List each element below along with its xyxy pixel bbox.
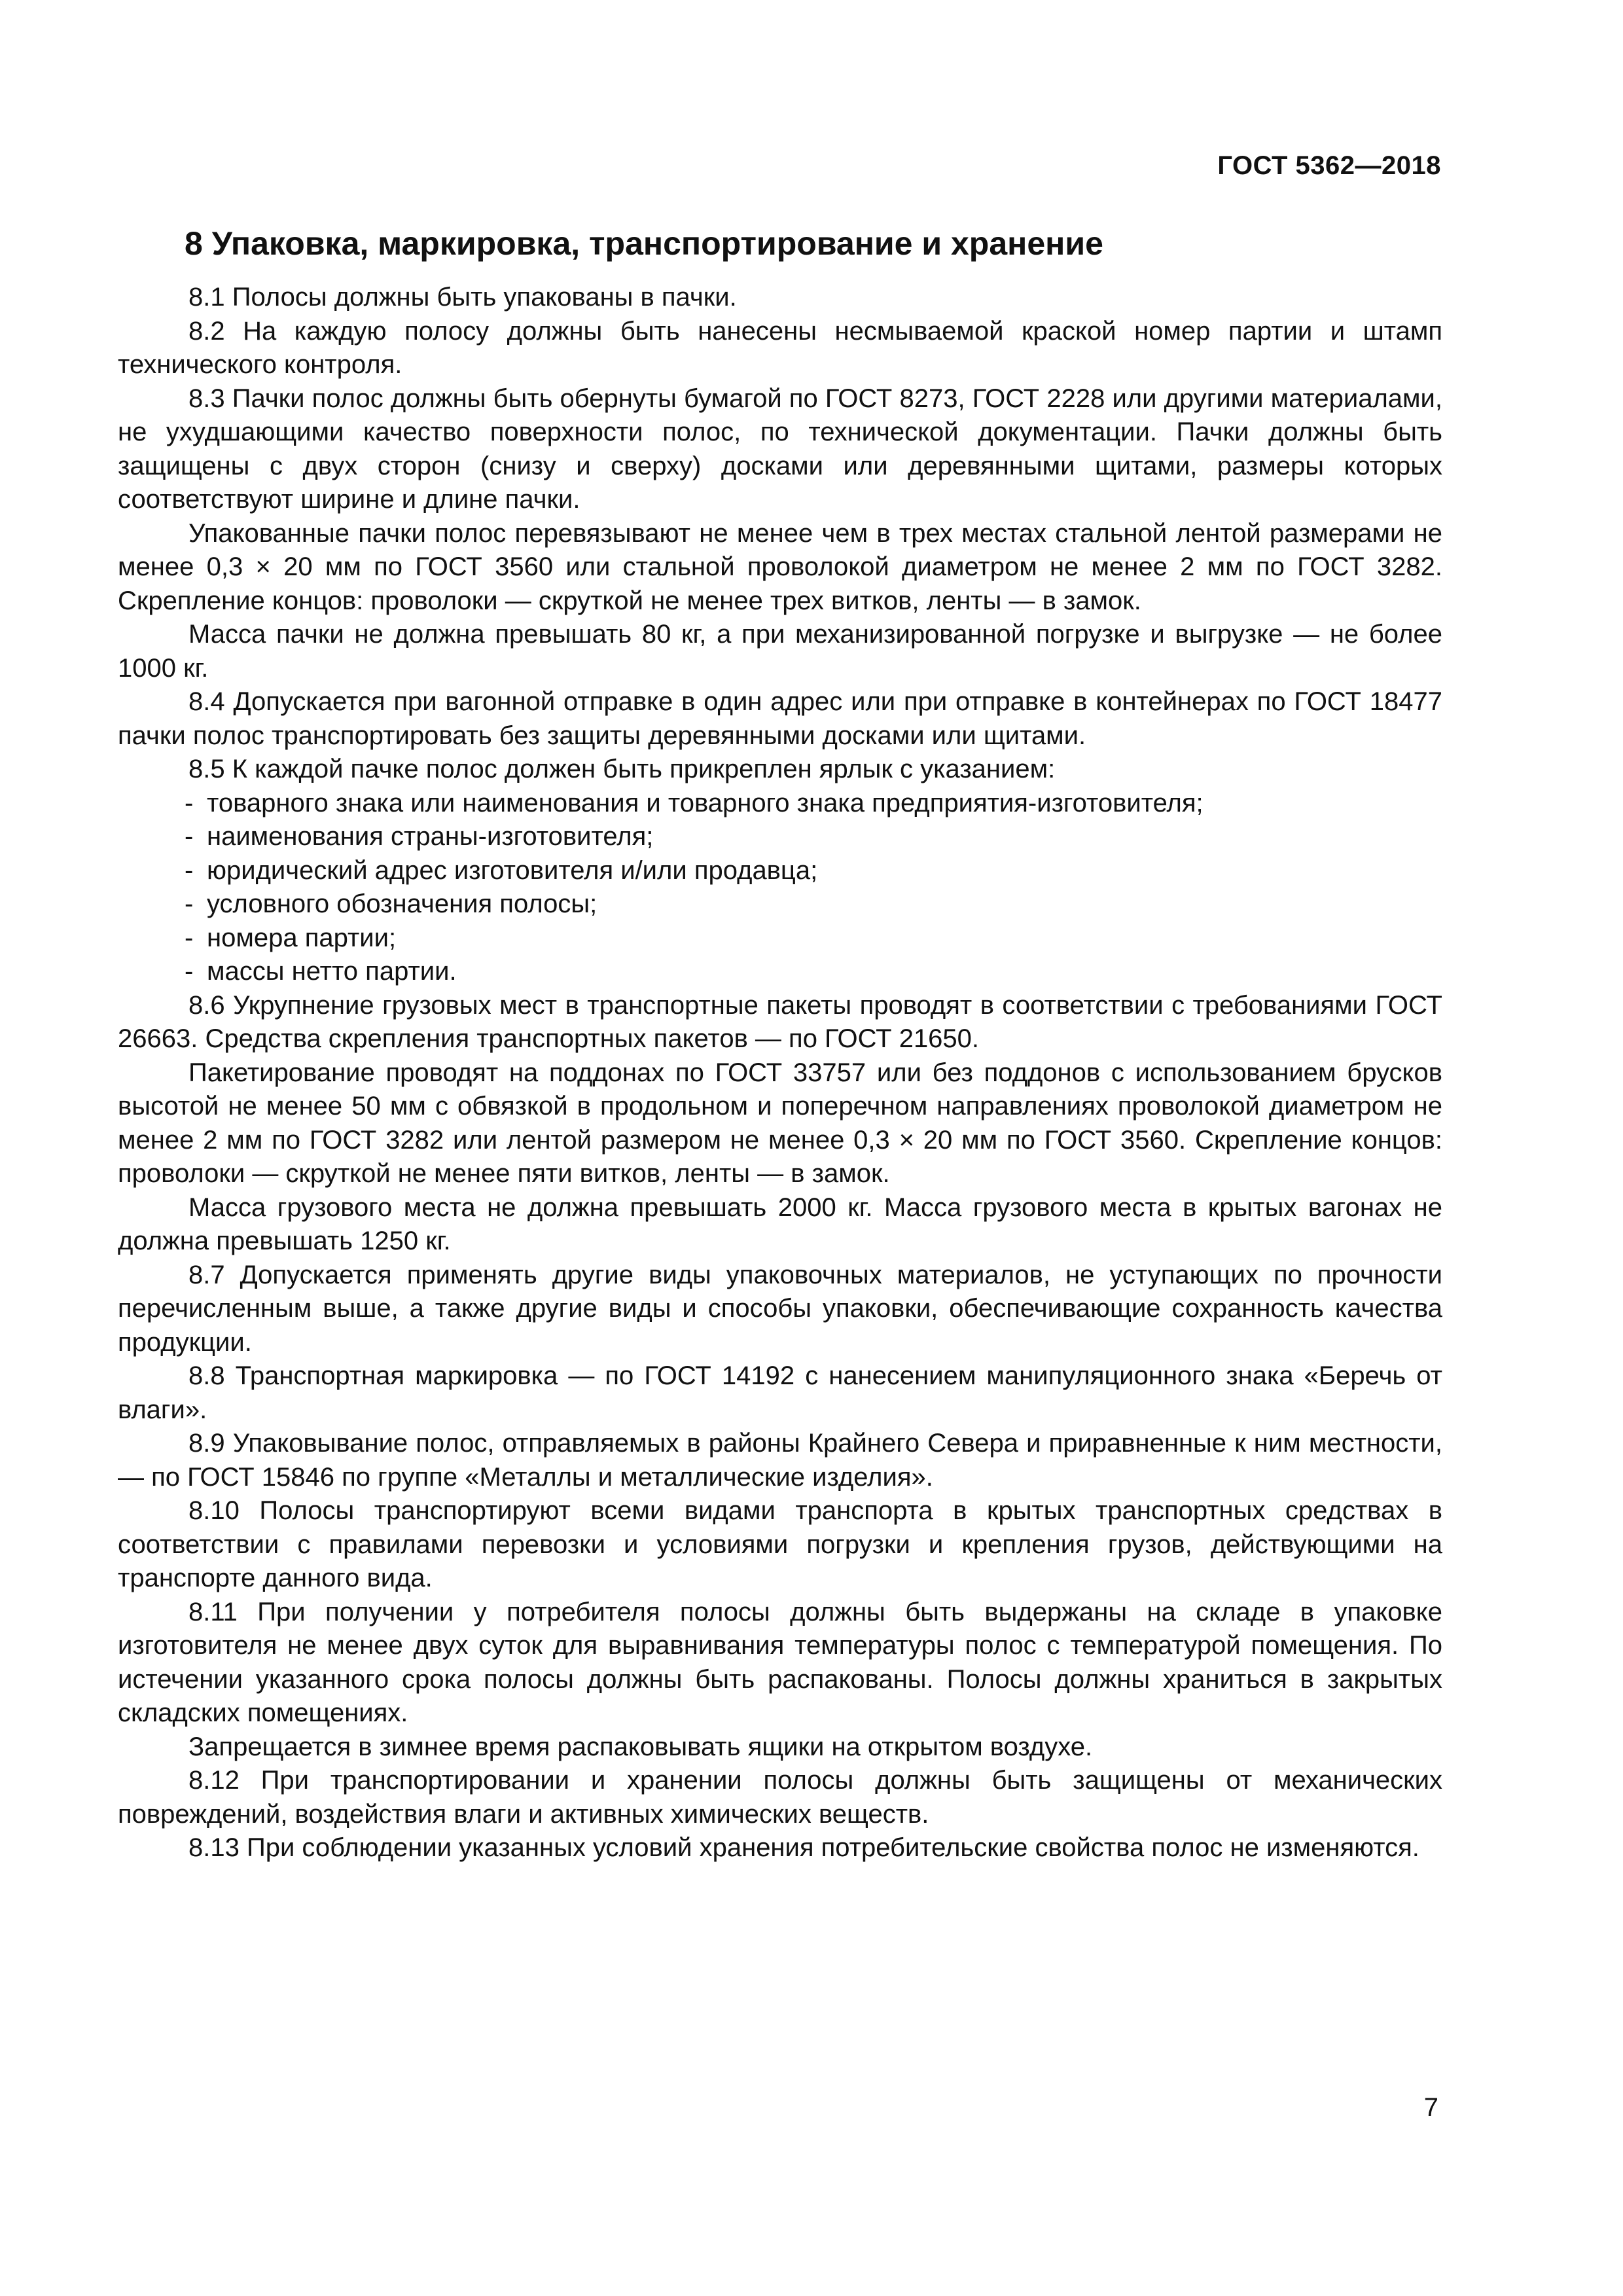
paragraph-8-3-strapping: Упакованные пачки полос перевязывают не менее чем в трех местах стальной лентой размерами не менее 0,3 × 20 мм по ГОСТ 3560 или стальной проволокой диаметром не менее 2 мм по ГОСТ 3282. Скрепление концов: проволоки — скруткой не менее трех витков, ленты — в замок. xyxy=(118,518,1442,615)
paragraph-8-6: 8.6 Укрупнение грузовых мест в транспортные пакеты проводят в соответствии с требованиями ГОСТ 26663. Средства скрепления транспортных пакетов — по ГОСТ 21650. xyxy=(118,990,1442,1053)
list-marker: - xyxy=(185,855,194,885)
list-item xyxy=(118,820,1442,854)
list-item xyxy=(118,787,1442,821)
list-item xyxy=(118,888,1442,922)
paragraph-8-5: 8.5 К каждой пачке полос должен быть прикреплен ярлык с указанием: xyxy=(188,755,1056,783)
page-number: 7 xyxy=(1423,2093,1438,2122)
paragraph-8-11: 8.11 При получении у потребителя полосы должны быть выдержаны на складе в упаковке изготовителя не менее двух суток для выравнивания температуры полос с температурой помещения. По истечении указанного срока полосы должны быть распакованы. Полосы должны храниться в закрытых складских помещениях. xyxy=(118,1597,1442,1727)
list-item xyxy=(118,854,1442,888)
paragraph-8-13: 8.13 При соблюдении указанных условий хранения потребительские свойства полос не изменяются. xyxy=(188,1833,1419,1862)
section-content xyxy=(118,219,1442,1865)
list-item-text: юридический адрес изготовителя и/или продавца; xyxy=(207,855,818,885)
standard-header: ГОСТ 5362—2018 xyxy=(1217,151,1441,180)
list-item xyxy=(118,955,1442,989)
paragraph-8-11-winter: Запрещается в зимнее время распаковывать ящики на открытом воздухе. xyxy=(188,1732,1093,1761)
paragraph-8-10: 8.10 Полосы транспортируют всеми видами транспорта в крытых транспортных средствах в соответствии с правилами перевозки и условиями погрузки и крепления грузов, действующими на транспорте данного вида. xyxy=(118,1496,1442,1592)
paragraph-8-8: 8.8 Транспортная маркировка — по ГОСТ 14192 с нанесением манипуляционного знака «Беречь от влаги». xyxy=(118,1361,1442,1424)
list-marker: - xyxy=(185,788,194,817)
paragraph-8-3-mass: Масса пачки не должна превышать 80 кг, а при механизированной погрузке и выгрузке — не более 1000 кг. xyxy=(118,620,1442,683)
list-item-text: наименования страны-изготовителя; xyxy=(207,822,654,851)
paragraph-8-7: 8.7 Допускается применять другие виды упаковочных материалов, не уступающих по прочности перечисленным выше, а также другие виды и способы упаковки, обеспечивающие сохранность качества продукции. xyxy=(118,1260,1442,1357)
paragraph-8-2: 8.2 На каждую полосу должны быть нанесены несмываемой краской номер партии и штамп технического контроля. xyxy=(118,316,1442,379)
list-marker: - xyxy=(185,957,194,986)
list-marker: - xyxy=(185,822,194,851)
paragraph-8-1: 8.1 Полосы должны быть упакованы в пачки. xyxy=(188,283,737,312)
list-item-text: массы нетто партии. xyxy=(207,957,457,986)
label-requirements-list xyxy=(118,787,1442,989)
list-item-text: номера партии; xyxy=(207,923,397,952)
section-title: 8 Упаковка, маркировка, транспортирование и хранение xyxy=(185,225,1103,262)
paragraph-8-4: 8.4 Допускается при вагонной отправке в один адрес или при отправке в контейнерах по ГОСТ 18477 пачки полос транспортировать без защиты деревянными досками или щитами. xyxy=(118,687,1442,750)
paragraph-8-6-palletizing: Пакетирование проводят на поддонах по ГОСТ 33757 или без поддонов с использованием брусков высотой не менее 50 мм с обвязкой в продольном и поперечном направлениях проволокой диаметром не менее 2 мм по ГОСТ 3282 или лентой размером не менее 0,3 × 20 мм по ГОСТ 3560. Скрепление концов: проволоки — скруткой не менее пяти витков, ленты — в замок. xyxy=(118,1058,1442,1188)
list-marker: - xyxy=(185,923,194,952)
paragraph-8-12: 8.12 При транспортировании и хранении полосы должны быть защищены от механических повреждений, воздействия влаги и активных химических веществ. xyxy=(118,1766,1442,1829)
paragraph-8-3: 8.3 Пачки полос должны быть обернуты бумагой по ГОСТ 8273, ГОСТ 2228 или другими материалами, не ухудшающими качество поверхности полос, по технической документации. Пачки должны быть защищены с двух сторон (снизу и сверху) досками или деревянными щитами, размеры которых соответствуют ширине и длине пачки. xyxy=(118,384,1442,514)
paragraph-8-6-mass: Масса грузового места не должна превышать 2000 кг. Масса грузового места в крытых вагонах не должна превышать 1250 кг. xyxy=(118,1193,1442,1255)
list-item-text: условного обозначения полосы; xyxy=(207,889,597,918)
list-item-text: товарного знака или наименования и товарного знака предприятия-изготовителя; xyxy=(207,788,1204,817)
list-item xyxy=(118,922,1442,956)
paragraph-8-9: 8.9 Упаковывание полос, отправляемых в районы Крайнего Севера и приравненные к ним местности, — по ГОСТ 15846 по группе «Металлы и металлические изделия». xyxy=(118,1429,1442,1492)
list-marker: - xyxy=(185,889,194,918)
